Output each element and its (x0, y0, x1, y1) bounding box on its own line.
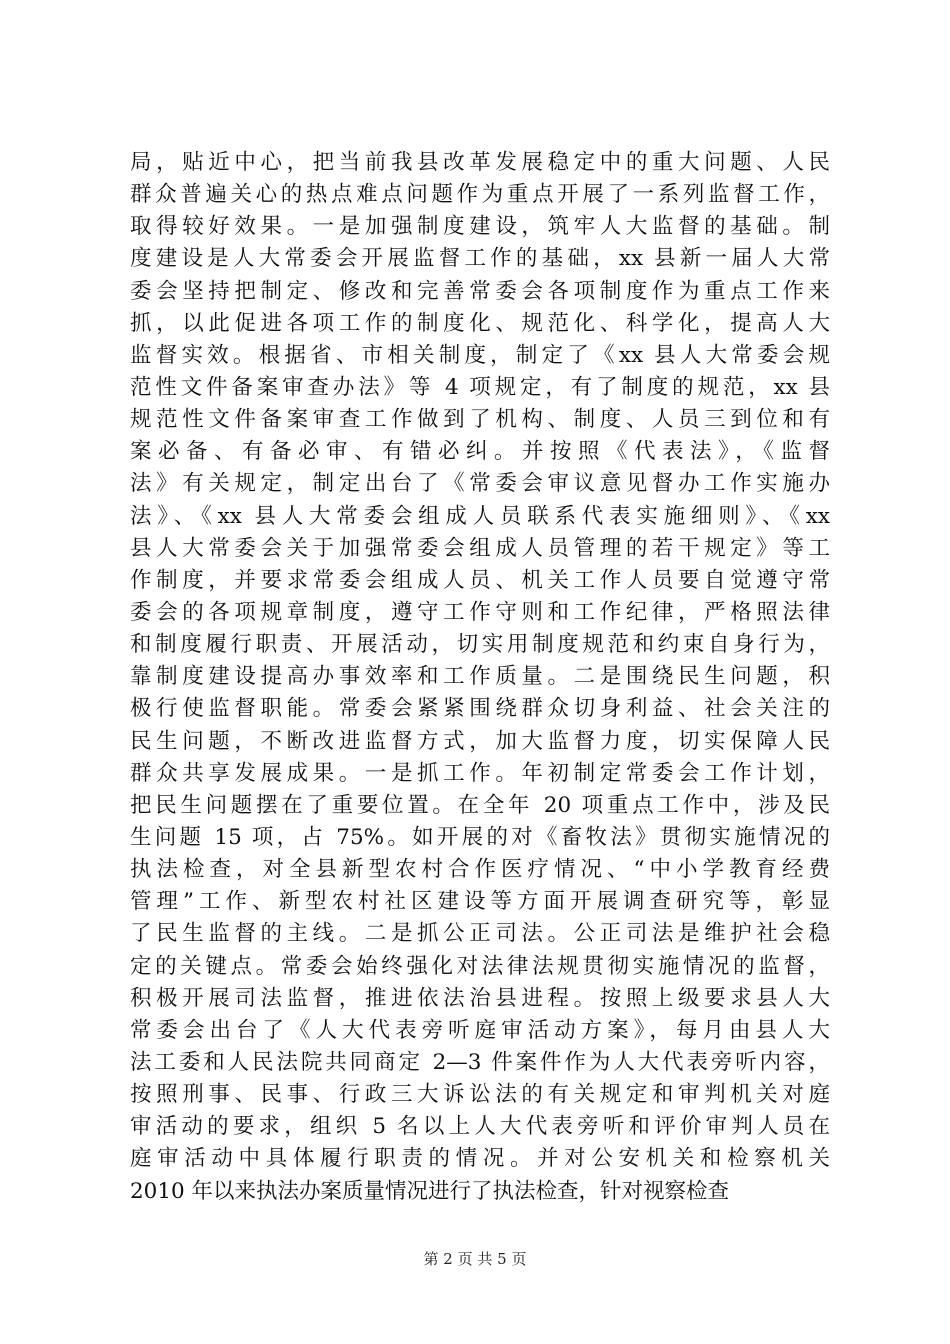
text-line: 靠制度建设提高办事效率和工作质量。二是围绕民生问题，积 (130, 664, 830, 690)
text-line: 把民生问题摆在了重要位置。在全年 20 项重点工作中，涉及民 (130, 792, 830, 818)
text-line: 执法检查，对全县新型农村合作医疗情况、“中小学教育经费 (130, 857, 830, 883)
text-line: 度建设是人大常委会开展监督工作的基础，xx 县新一届人大常 (130, 246, 830, 272)
text-line: 和制度履行职责、开展活动，切实用制度规范和约束自身行为， (130, 632, 830, 658)
text-line: 管理”工作、新型农村社区建设等方面开展调查研究等，彰显 (130, 889, 830, 915)
text-line: 局，贴近中心，把当前我县改革发展稳定中的重大问题、人民 (130, 150, 830, 175)
text-line: 审活动的要求，组织 5 名以上人大代表旁听和评价审判人员在 (130, 1114, 830, 1140)
text-line: 2010 年以来执法办案质量情况进行了执法检查，针对视察检查 (130, 1178, 730, 1204)
text-line: 监督实效。根据省、市相关制度，制定了《xx 县人大常委会规 (130, 342, 830, 368)
text-line: 生问题 15 项，占 75%。如开展的对《畜牧法》贯彻实施情况的 (130, 824, 830, 850)
text-line: 法工委和人民法院共同商定 2—3 件案件作为人大代表旁听内容， (130, 1049, 830, 1075)
text-line: 群众普遍关心的热点难点问题作为重点开展了一系列监督工作， (130, 182, 830, 208)
text-line: 取得较好效果。一是加强制度建设，筑牢人大监督的基础。制 (130, 214, 830, 240)
text-line: 法》、《xx 县人大常委会组成人员联系代表实施细则》、《xx (130, 503, 830, 529)
text-line: 定的关键点。常委会始终强化对法律法规贯彻实施情况的监督， (130, 953, 830, 979)
text-line: 委会坚持把制定、修改和完善常委会各项制度作为重点工作来 (130, 278, 830, 304)
body-paragraph (130, 147, 830, 1208)
text-line: 积极开展司法监督，推进依法治县进程。按照上级要求县人大 (130, 985, 830, 1011)
text-line: 法》有关规定，制定出台了《常委会审议意见督办工作实施办 (130, 471, 830, 497)
text-line: 民生问题，不断改进监督方式，加大监督力度，切实保障人民 (130, 728, 830, 754)
text-line: 作制度，并要求常委会组成人员、机关工作人员要自觉遵守常 (130, 567, 830, 593)
text-line: 按照刑事、民事、行政三大诉讼法的有关规定和审判机关对庭 (130, 1082, 830, 1108)
page-footer: 第 2 页 共 5 页 (423, 1250, 527, 1268)
text-line: 庭审活动中具体履行职责的情况。并对公安机关和检察机关 (130, 1146, 830, 1172)
text-line: 极行使监督职能。常委会紧紧围绕群众切身利益、社会关注的 (130, 696, 830, 722)
text-line: 群众共享发展成果。一是抓工作。年初制定常委会工作计划， (130, 760, 830, 786)
text-line: 案必备、有备必审、有错必纠。并按照《代表法》，《监督 (130, 439, 830, 465)
text-line: 县人大常委会关于加强常委会组成人员管理的若干规定》等工 (130, 535, 830, 561)
text-line: 委会的各项规章制度，遵守工作守则和工作纪律，严格照法律 (130, 599, 830, 625)
text-line: 范性文件备案审查办法》等 4 项规定，有了制度的规范，xx 县 (130, 374, 830, 400)
text-line: 了民生监督的主线。二是抓公正司法。公正司法是维护社会稳 (130, 921, 830, 947)
text-line: 抓，以此促进各项工作的制度化、规范化、科学化，提高人大 (130, 310, 830, 336)
text-line: 规范性文件备案审查工作做到了机构、制度、人员三到位和有 (130, 407, 830, 433)
text-line: 常委会出台了《人大代表旁听庭审活动方案》，每月由县人大 (130, 1017, 830, 1043)
